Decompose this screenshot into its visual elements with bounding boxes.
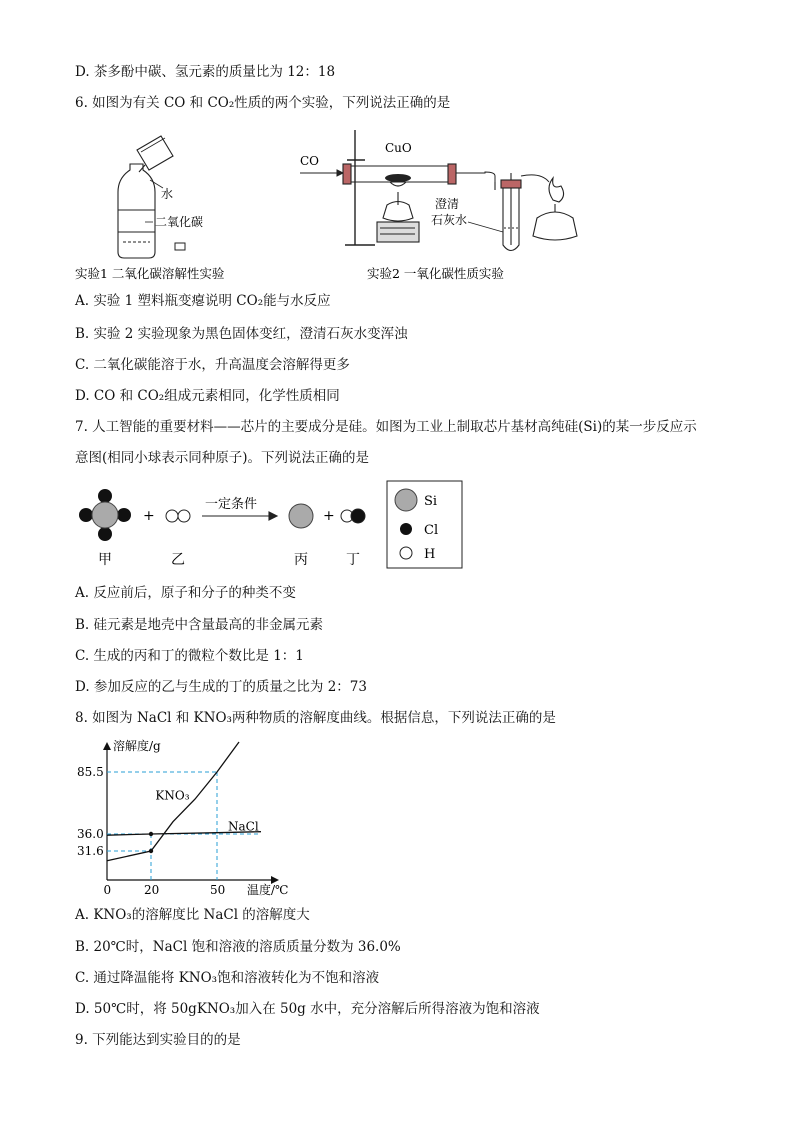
solubility-chart: [75, 732, 315, 902]
q6-option-c: C. 二氧化碳能溶于水，升高温度会溶解得更多: [75, 357, 350, 373]
gas-arrow-icon: [300, 170, 343, 176]
q7-reaction-diagram: [75, 478, 495, 573]
molecule-ding-icon: [341, 509, 365, 523]
bottle-cap-icon: [175, 243, 185, 250]
marked-point-0: [149, 832, 153, 836]
q8-option-d: D. 50℃时，将 50gKNO₃加入在 50g 水中，充分溶解后所得溶液为饱和溶液: [75, 1001, 540, 1017]
label-co: CO: [300, 154, 320, 168]
y-tick-label-0: 85.5: [77, 765, 104, 779]
label-co2: 二氧化碳: [155, 215, 204, 229]
legend-si: Si: [424, 494, 438, 509]
x-tick-label-0: 0: [103, 883, 112, 897]
x-axis-label: 温度/℃: [247, 883, 289, 897]
alcohol-lamp-icon: [377, 182, 419, 242]
q8-option-a: A. KNO₃的溶解度比 NaCl 的溶解度大: [75, 907, 310, 923]
caption-experiment-1: 实验1 二氧化碳溶解性实验: [75, 266, 225, 281]
x-tick-label-1: 20: [144, 883, 160, 897]
q6-option-d: D. CO 和 CO₂组成元素相同，化学性质相同: [75, 388, 340, 404]
caption-experiment-2: 实验2 一氧化碳性质实验: [367, 266, 504, 281]
q7-option-d: D. 参加反应的乙与生成的丁的质量之比为 2：73: [75, 679, 367, 695]
plus-sign-2: +: [323, 508, 335, 524]
molecule-bing-icon: [289, 504, 313, 528]
reaction-arrow-icon: [202, 512, 277, 520]
q8-option-b: B. 20℃时，NaCl 饱和溶液的溶质质量分数为 36.0%: [75, 939, 401, 955]
molecule-jia-icon: [79, 489, 131, 541]
second-lamp-icon: [521, 175, 577, 240]
y-tick-label-1: 36.0: [77, 827, 104, 841]
atom-legend: [387, 481, 462, 568]
plus-sign-1: +: [143, 508, 155, 524]
y-axis-label: 溶解度/g: [113, 739, 161, 753]
y-tick-label-2: 31.6: [77, 844, 104, 858]
q6-experiments-figure: [75, 120, 635, 290]
glass-tube-icon: [343, 164, 495, 184]
series-label-kno3: KNO₃: [155, 788, 190, 803]
legend-h: H: [424, 547, 436, 562]
label-water: 水: [161, 187, 174, 201]
q7-option-c: C. 生成的丙和丁的微粒个数比是 1：1: [75, 648, 304, 664]
si-atom-icon: [395, 489, 417, 511]
question-8: 8. 如图为 NaCl 和 KNO₃两种物质的溶解度曲线。根据信息，下列说法正确的是: [75, 710, 556, 726]
cl-atom-icon: [400, 523, 412, 535]
q5-option-d: D. 茶多酚中碳、氢元素的质量比为 12：18: [75, 64, 336, 80]
label-limewater-1: 澄清: [435, 197, 460, 211]
marked-point-1: [149, 849, 153, 853]
beaker-icon: [137, 136, 173, 172]
label-cuo: CuO: [385, 141, 412, 155]
plastic-bottle-icon: [118, 164, 155, 258]
q7-option-b: B. 硅元素是地壳中含量最高的非金属元素: [75, 617, 324, 633]
label-bing: 丙: [294, 552, 308, 568]
h-atom-icon: [400, 547, 412, 559]
label-yi: 乙: [171, 552, 185, 568]
q8-option-c: C. 通过降温能将 KNO₃饱和溶液转化为不饱和溶液: [75, 970, 380, 986]
molecule-yi-icon: [166, 510, 190, 522]
label-ding: 丁: [346, 552, 360, 568]
question-9: 9. 下列能达到实验目的的是: [75, 1032, 241, 1048]
y-axis-arrow: [103, 742, 111, 750]
x-tick-label-2: 50: [210, 883, 226, 897]
q6-option-a: A. 实验 1 塑料瓶变瘪说明 CO₂能与水反应: [75, 293, 331, 309]
iron-stand-icon: [345, 130, 375, 245]
q7-option-a: A. 反应前后，原子和分子的种类不变: [75, 585, 296, 601]
delivery-tube-icon: [495, 173, 521, 245]
q6-option-b: B. 实验 2 实验现象为黑色固体变红，澄清石灰水变浑浊: [75, 326, 408, 342]
reaction-condition: 一定条件: [205, 497, 258, 512]
legend-cl: Cl: [424, 523, 439, 538]
question-7-line-2: 意图(相同小球表示同种原子)。下列说法正确的是: [75, 450, 370, 466]
label-jia: 甲: [98, 552, 112, 568]
series-label-nacl: NaCl: [228, 819, 259, 834]
question-6: 6. 如图为有关 CO 和 CO₂性质的两个实验，下列说法正确的是: [75, 95, 451, 111]
cuo-powder-icon: [385, 174, 411, 182]
question-7-line-1: 7. 人工智能的重要材料——芯片的主要成分是硅。如图为工业上制取芯片基材高纯硅(Si)的某一步反应示: [75, 419, 697, 435]
label-limewater-2: 石灰水: [431, 213, 468, 227]
